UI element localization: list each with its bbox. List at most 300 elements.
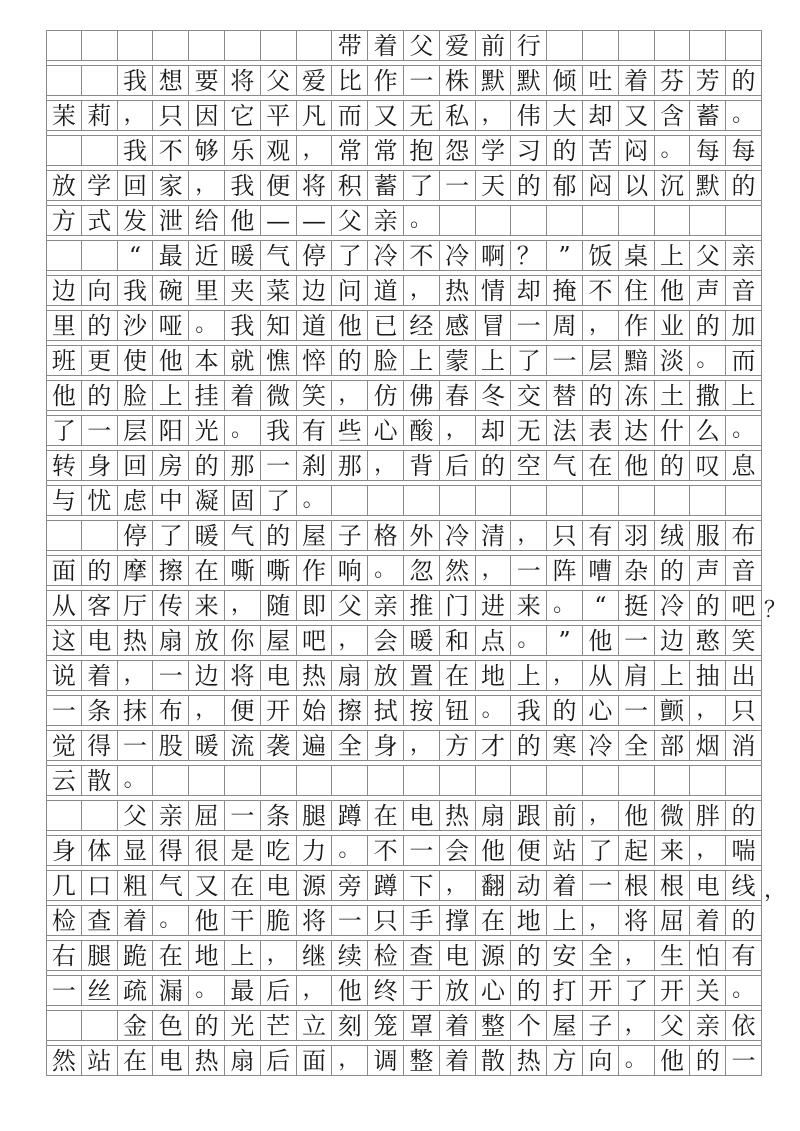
char-cell: 哑 xyxy=(153,311,189,340)
title-char-cell: 着 xyxy=(368,31,404,60)
char-cell xyxy=(46,521,82,550)
char-cell: 抽 xyxy=(690,661,726,690)
char-cell: 家 xyxy=(153,171,189,200)
char-cell: 吐 xyxy=(583,66,619,95)
char-cell: 一 xyxy=(404,836,440,865)
char-cell xyxy=(297,766,333,795)
char-cell: 菜 xyxy=(261,276,297,305)
char-cell: 已 xyxy=(368,311,404,340)
text-row xyxy=(46,835,762,866)
char-cell: 门 xyxy=(440,591,476,620)
char-cell: 他 xyxy=(46,381,82,410)
char-cell: 响 xyxy=(332,556,368,585)
char-cell: 蓄 xyxy=(368,171,404,200)
char-cell: 中 xyxy=(153,486,189,515)
char-cell: 心 xyxy=(583,696,619,725)
char-cell: 郁 xyxy=(547,171,583,200)
char-cell: ， xyxy=(440,416,476,445)
char-cell: 有 xyxy=(297,416,333,445)
char-cell xyxy=(189,766,225,795)
char-cell xyxy=(726,486,762,515)
char-cell: 冷 xyxy=(655,591,691,620)
char-cell: 达 xyxy=(619,416,655,445)
char-cell: 笼 xyxy=(368,1011,404,1040)
char-cell: 转 xyxy=(46,451,82,480)
char-cell: 默 xyxy=(511,66,547,95)
char-cell: 嘶 xyxy=(225,556,261,585)
char-cell: 电 xyxy=(261,871,297,900)
char-cell: 身 xyxy=(82,451,118,480)
char-cell: 心 xyxy=(476,976,512,1005)
char-cell: 的 xyxy=(547,136,583,165)
char-cell: 他 xyxy=(225,206,261,235)
char-cell: 作 xyxy=(297,556,333,585)
char-cell: 停 xyxy=(118,521,154,550)
char-cell: 仿 xyxy=(368,381,404,410)
char-cell: 默 xyxy=(476,66,512,95)
char-cell: 在 xyxy=(118,1046,154,1075)
title-char-cell xyxy=(619,31,655,60)
char-cell xyxy=(261,766,297,795)
char-cell: ， xyxy=(297,136,333,165)
char-cell: 含 xyxy=(655,101,691,130)
char-cell: 微 xyxy=(261,381,297,410)
char-cell: 回 xyxy=(118,451,154,480)
char-cell: 脆 xyxy=(261,906,297,935)
char-cell: 调 xyxy=(368,1046,404,1075)
char-cell: 来 xyxy=(655,836,691,865)
char-cell: 了 xyxy=(153,521,189,550)
char-cell: 吧 xyxy=(297,626,333,655)
char-cell: 冷 xyxy=(583,731,619,760)
char-cell: 我 xyxy=(511,696,547,725)
char-cell: 的 xyxy=(261,521,297,550)
char-cell: 面 xyxy=(46,556,82,585)
char-cell: 替 xyxy=(547,381,583,410)
char-cell: ， xyxy=(690,696,726,725)
char-cell: 显 xyxy=(118,836,154,865)
char-cell: 声 xyxy=(690,276,726,305)
char-cell xyxy=(690,206,726,235)
char-cell: 只 xyxy=(547,521,583,550)
char-cell: 背 xyxy=(404,451,440,480)
char-cell: 的 xyxy=(655,556,691,585)
char-cell: 开 xyxy=(261,696,297,725)
char-cell: 跟 xyxy=(511,801,547,830)
char-cell: ， xyxy=(547,661,583,690)
char-cell: 放 xyxy=(368,661,404,690)
char-cell: 班 xyxy=(46,346,82,375)
char-cell: 口 xyxy=(82,871,118,900)
char-cell: 检 xyxy=(368,941,404,970)
char-cell: 胖 xyxy=(690,801,726,830)
char-cell: 格 xyxy=(368,521,404,550)
char-cell: 热 xyxy=(189,1046,225,1075)
text-row xyxy=(46,1010,762,1041)
char-cell: 关 xyxy=(690,976,726,1005)
char-cell: 了 xyxy=(261,486,297,515)
char-cell: 面 xyxy=(297,1046,333,1075)
char-cell: ， xyxy=(440,871,476,900)
char-cell: 笑 xyxy=(297,381,333,410)
char-cell: 地 xyxy=(476,661,512,690)
char-cell: 上 xyxy=(655,241,691,270)
char-cell: 放 xyxy=(46,171,82,200)
char-cell: 电 xyxy=(82,626,118,655)
char-cell: 只 xyxy=(153,101,189,130)
char-cell: 袭 xyxy=(261,731,297,760)
char-cell: 他 xyxy=(583,626,619,655)
char-cell: 了 xyxy=(583,836,619,865)
char-cell: 他 xyxy=(332,976,368,1005)
char-cell: 冷 xyxy=(440,241,476,270)
char-cell: 夹 xyxy=(225,276,261,305)
char-cell: 的 xyxy=(547,696,583,725)
char-cell: 沙 xyxy=(118,311,154,340)
char-cell: 他 xyxy=(655,1046,691,1075)
char-cell: 虑 xyxy=(118,486,154,515)
char-cell: 我 xyxy=(225,171,261,200)
char-cell xyxy=(368,766,404,795)
char-cell: 什 xyxy=(655,416,691,445)
char-cell: 发 xyxy=(118,206,154,235)
char-cell xyxy=(726,766,762,795)
char-cell: 气 xyxy=(261,241,297,270)
char-cell: 的 xyxy=(511,171,547,200)
char-cell xyxy=(547,486,583,515)
title-char-cell: 爱 xyxy=(440,31,476,60)
char-cell: 布 xyxy=(153,696,189,725)
char-cell: 些 xyxy=(332,416,368,445)
char-cell: 。 xyxy=(726,976,762,1005)
char-cell: 将 xyxy=(225,661,261,690)
char-cell: 茉 xyxy=(46,101,82,130)
char-cell: 了 xyxy=(332,241,368,270)
char-cell: 子 xyxy=(583,1011,619,1040)
char-cell xyxy=(404,766,440,795)
char-cell: 着 xyxy=(547,871,583,900)
char-cell: 子 xyxy=(332,521,368,550)
char-cell: 他 xyxy=(153,346,189,375)
char-cell: 那 xyxy=(225,451,261,480)
char-cell: — xyxy=(261,206,297,235)
char-cell: 喘 xyxy=(726,836,762,865)
char-cell: 一 xyxy=(46,696,82,725)
char-cell: 云 xyxy=(46,766,82,795)
text-row xyxy=(46,905,762,936)
char-cell: 酸 xyxy=(404,416,440,445)
char-cell: 不 xyxy=(368,836,404,865)
char-cell: 源 xyxy=(297,871,333,900)
char-cell: 清 xyxy=(476,521,512,550)
char-cell: 进 xyxy=(476,591,512,620)
char-cell: 在 xyxy=(476,906,512,935)
char-cell: 学 xyxy=(82,171,118,200)
char-cell: 土 xyxy=(655,381,691,410)
char-cell: ， xyxy=(225,591,261,620)
char-cell: 使 xyxy=(118,346,154,375)
text-row xyxy=(46,485,762,516)
char-cell: 憨 xyxy=(690,626,726,655)
char-cell: 暖 xyxy=(189,731,225,760)
char-cell: 身 xyxy=(368,731,404,760)
char-cell: 微 xyxy=(655,801,691,830)
char-cell: ， xyxy=(476,101,512,130)
char-cell: ， xyxy=(261,941,297,970)
char-cell: 闷 xyxy=(619,136,655,165)
char-cell: 终 xyxy=(368,976,404,1005)
char-cell: 最 xyxy=(225,976,261,1005)
char-cell: 音 xyxy=(726,276,762,305)
char-cell: 淡 xyxy=(655,346,691,375)
title-char-cell: 父 xyxy=(404,31,440,60)
char-cell: ？ xyxy=(511,241,547,270)
char-cell: 而 xyxy=(726,346,762,375)
char-cell: 根 xyxy=(655,871,691,900)
char-cell: 散 xyxy=(82,766,118,795)
char-cell: 爱 xyxy=(297,66,333,95)
char-cell: 翻 xyxy=(476,871,512,900)
char-cell: 在 xyxy=(368,801,404,830)
char-cell: 推 xyxy=(404,591,440,620)
text-row xyxy=(46,730,762,761)
char-cell xyxy=(511,486,547,515)
char-cell: 层 xyxy=(118,416,154,445)
char-cell: 一 xyxy=(726,1046,762,1075)
char-cell: 只 xyxy=(726,696,762,725)
char-cell: 。 xyxy=(547,591,583,620)
title-char-cell xyxy=(655,31,691,60)
char-cell: 回 xyxy=(118,171,154,200)
char-cell: 春 xyxy=(440,381,476,410)
char-cell: 地 xyxy=(511,906,547,935)
char-cell: 近 xyxy=(189,241,225,270)
char-cell: 吧 xyxy=(726,591,762,620)
char-cell: 空 xyxy=(511,451,547,480)
char-cell: 将 xyxy=(619,906,655,935)
char-cell: 心 xyxy=(368,416,404,445)
text-row xyxy=(46,450,762,481)
char-cell: 股 xyxy=(153,731,189,760)
char-cell xyxy=(82,241,118,270)
char-cell: 一 xyxy=(404,66,440,95)
char-cell: 就 xyxy=(225,346,261,375)
text-row xyxy=(46,100,762,131)
char-cell: 的 xyxy=(690,1046,726,1075)
char-cell: ， xyxy=(189,696,225,725)
char-cell: 立 xyxy=(297,1011,333,1040)
char-cell: 的 xyxy=(583,381,619,410)
char-cell: ， xyxy=(118,101,154,130)
char-cell: 黯 xyxy=(619,346,655,375)
char-cell: 一 xyxy=(225,801,261,830)
char-cell: 又 xyxy=(368,101,404,130)
char-cell xyxy=(655,486,691,515)
char-cell: 抹 xyxy=(118,696,154,725)
char-cell xyxy=(404,486,440,515)
char-cell: 。 xyxy=(655,136,691,165)
char-cell xyxy=(440,486,476,515)
char-cell: 便 xyxy=(261,171,297,200)
char-cell: 下 xyxy=(404,871,440,900)
text-row xyxy=(46,310,762,341)
char-cell: 才 xyxy=(476,731,512,760)
char-cell: 怕 xyxy=(690,941,726,970)
char-cell: 方 xyxy=(440,731,476,760)
text-row xyxy=(46,1045,762,1076)
char-cell xyxy=(368,486,404,515)
text-row xyxy=(46,800,762,831)
char-cell: 刹 xyxy=(297,451,333,480)
char-cell: 。 xyxy=(297,486,333,515)
char-cell: 父 xyxy=(332,591,368,620)
title-char-cell xyxy=(726,31,762,60)
char-cell: 掩 xyxy=(547,276,583,305)
char-cell: 的 xyxy=(655,451,691,480)
char-cell: 以 xyxy=(619,171,655,200)
char-cell: 便 xyxy=(511,836,547,865)
char-cell: 无 xyxy=(511,416,547,445)
char-cell: 他 xyxy=(189,906,225,935)
char-cell xyxy=(547,766,583,795)
char-cell: 闷 xyxy=(583,171,619,200)
char-cell: 光 xyxy=(225,1011,261,1040)
char-cell: 忧 xyxy=(82,486,118,515)
char-cell: 几 xyxy=(46,871,82,900)
text-row xyxy=(46,555,762,586)
char-cell: 然 xyxy=(440,556,476,585)
char-cell: 的 xyxy=(476,451,512,480)
char-cell: 撑 xyxy=(440,906,476,935)
char-cell: 积 xyxy=(332,171,368,200)
char-cell xyxy=(655,206,691,235)
char-cell: 么 xyxy=(690,416,726,445)
title-char-cell xyxy=(583,31,619,60)
char-cell: 嘈 xyxy=(583,556,619,585)
char-cell: 一 xyxy=(332,906,368,935)
char-cell xyxy=(476,486,512,515)
title-char-cell xyxy=(82,31,118,60)
char-cell: 着 xyxy=(690,906,726,935)
char-cell: 擦 xyxy=(332,696,368,725)
char-cell: 热 xyxy=(118,626,154,655)
text-row xyxy=(46,240,762,271)
char-cell: 整 xyxy=(404,1046,440,1075)
char-cell: 始 xyxy=(297,696,333,725)
char-cell: 外 xyxy=(404,521,440,550)
char-cell: 他 xyxy=(619,801,655,830)
char-cell: 业 xyxy=(655,311,691,340)
char-cell: 周 xyxy=(547,311,583,340)
char-cell: 从 xyxy=(583,661,619,690)
char-cell: 在 xyxy=(189,556,225,585)
title-char-cell xyxy=(547,31,583,60)
char-cell: 房 xyxy=(153,451,189,480)
char-cell: 株 xyxy=(440,66,476,95)
char-cell: 。 xyxy=(189,976,225,1005)
char-cell xyxy=(619,486,655,515)
char-cell: 桌 xyxy=(619,241,655,270)
char-cell: 上 xyxy=(726,381,762,410)
char-cell: 习 xyxy=(511,136,547,165)
char-cell: 乐 xyxy=(225,136,261,165)
text-row xyxy=(46,415,762,446)
char-cell: 了 xyxy=(511,346,547,375)
char-cell: ， xyxy=(476,556,512,585)
char-cell: 后 xyxy=(261,976,297,1005)
char-cell: 的 xyxy=(726,906,762,935)
text-row xyxy=(46,170,762,201)
char-cell: 表 xyxy=(583,416,619,445)
char-cell: 的 xyxy=(511,731,547,760)
char-cell: 即 xyxy=(297,591,333,620)
char-cell: 放 xyxy=(440,976,476,1005)
char-cell: ， xyxy=(368,451,404,480)
char-cell: 前 xyxy=(547,801,583,830)
char-cell: ， xyxy=(583,801,619,830)
char-cell: 每 xyxy=(726,136,762,165)
char-cell: 的 xyxy=(189,451,225,480)
char-cell: 的 xyxy=(82,381,118,410)
char-cell xyxy=(82,801,118,830)
char-cell: 息 xyxy=(726,451,762,480)
char-cell: 父 xyxy=(118,801,154,830)
char-cell xyxy=(153,766,189,795)
char-cell: 便 xyxy=(225,696,261,725)
char-cell: 一 xyxy=(82,416,118,445)
char-cell: 根 xyxy=(619,871,655,900)
char-cell: 想 xyxy=(153,66,189,95)
char-cell: 安 xyxy=(547,941,583,970)
char-cell xyxy=(619,766,655,795)
title-char-cell xyxy=(46,31,82,60)
char-cell: 羽 xyxy=(619,521,655,550)
text-row xyxy=(46,275,762,306)
char-cell: 阳 xyxy=(153,416,189,445)
char-cell: 问 xyxy=(332,276,368,305)
char-cell: 一 xyxy=(153,661,189,690)
char-cell: 来 xyxy=(189,591,225,620)
char-cell: 他 xyxy=(332,311,368,340)
char-cell xyxy=(46,241,82,270)
char-cell: 金 xyxy=(118,1011,154,1040)
char-cell: 饭 xyxy=(583,241,619,270)
title-char-cell xyxy=(690,31,726,60)
char-cell xyxy=(690,486,726,515)
char-cell: 部 xyxy=(655,731,691,760)
char-cell: 将 xyxy=(297,906,333,935)
text-row xyxy=(46,380,762,411)
char-cell: ， xyxy=(619,941,655,970)
char-cell: 知 xyxy=(261,311,297,340)
char-cell: ， xyxy=(332,1046,368,1075)
char-cell xyxy=(46,136,82,165)
char-cell: 苦 xyxy=(583,136,619,165)
char-cell: 说 xyxy=(46,661,82,690)
char-cell: 开 xyxy=(583,976,619,1005)
char-cell: 凡 xyxy=(297,101,333,130)
char-cell: 层 xyxy=(583,346,619,375)
char-cell: 方 xyxy=(547,1046,583,1075)
char-cell: 里 xyxy=(46,311,82,340)
char-cell: 继 xyxy=(297,941,333,970)
char-cell xyxy=(583,206,619,235)
char-cell: 撒 xyxy=(690,381,726,410)
char-cell: 着 xyxy=(82,661,118,690)
char-cell: 式 xyxy=(82,206,118,235)
char-cell: 叹 xyxy=(690,451,726,480)
char-cell: ， xyxy=(583,311,619,340)
